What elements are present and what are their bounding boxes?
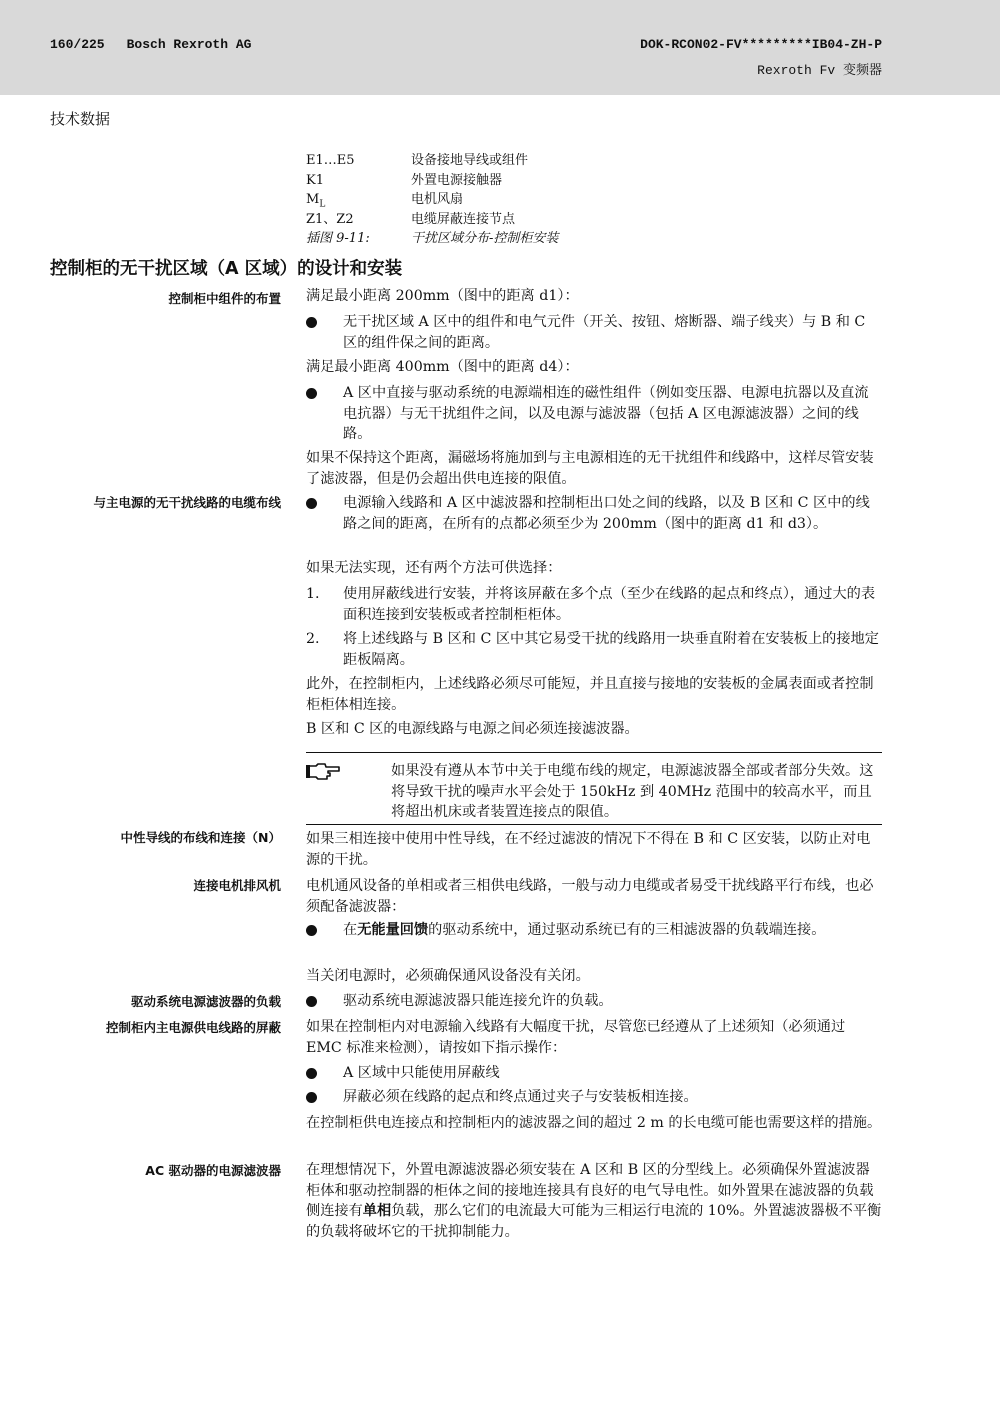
list-item-text: 将上述线路与 B 区和 C 区中其它易受干扰的线路用一块垂直附着在安装板上的接地定距板隔离。	[343, 631, 879, 668]
paragraph: 如果三相连接中使用中性导线，在不经过滤波的情况下不得在 B 和 C 区安装，以防止对电源的干扰。	[306, 831, 871, 868]
legend-row	[306, 171, 558, 191]
bullet-dot-icon	[306, 383, 336, 406]
item-number: 2.	[306, 631, 320, 647]
paragraph: 电机通风设备的单相或者三相供电线路，一般与动力电缆或者易受干扰线路平行布线，也必须配备滤波器：	[306, 878, 874, 915]
legend-value: 设备接地导线或组件	[411, 153, 529, 168]
side-label-shield: 控制柜内主电源供电线路的屏蔽	[105, 1020, 281, 1035]
legend-key-main: M	[306, 192, 320, 207]
side-label-neutral: 中性导线的布线和连接（N）	[120, 830, 281, 845]
figure-legend	[306, 151, 558, 249]
paragraph: 如果不保持这个距离，漏磁场将施加到与主电源相连的无干扰组件和线路中，这样尽管安装了滤波器，但是仍会超出供电连接的限值。	[306, 450, 874, 487]
section-label: 技术数据	[50, 110, 111, 128]
document-id: DOK-RCON02-FV*********IB04-ZH-P	[640, 37, 882, 52]
list-item-text: 驱动系统电源滤波器只能连接允许的负载。	[343, 993, 613, 1009]
text-run: 在	[343, 922, 358, 938]
side-label-fan: 连接电机排风机	[193, 878, 281, 893]
paragraph: 此外，在控制柜内，上述线路必须尽可能短，并且直接与接地的安装板的金属表面或者控制柜柜体相连接。	[306, 676, 874, 713]
list-item	[306, 1063, 882, 1084]
list-item	[306, 1087, 882, 1108]
text-run: 在理想情况下，外置电源滤波器必须安装在 A 区和 B 区的分型线上。必须确保外置滤波器柜体和驱动控制器的柜体之间的接地连接具有良好的电气导电性。如外置果在滤波器的负载侧连接有	[306, 1162, 874, 1219]
section-heading: 控制柜的无干扰区域（A 区域）的设计和安装	[50, 259, 403, 279]
legend-row	[306, 210, 558, 230]
side-label-ac-filter: AC 驱动器的电源滤波器	[145, 1163, 281, 1178]
legend-key-sub: L	[319, 199, 326, 210]
emphasis-text: 无能量回馈	[357, 922, 429, 938]
side-label-load: 驱动系统电源滤波器的负载	[130, 994, 281, 1009]
company-name: Bosch Rexroth AG	[126, 37, 252, 52]
paragraph	[306, 1160, 882, 1242]
product-name: Rexroth Fv 变频器	[757, 63, 882, 78]
list-item	[306, 991, 882, 1012]
list-item-text: 电源输入线路和 A 区中滤波器和控制柜出口处之间的线路，以及 B 区和 C 区中的线路之间的距离，在所有的点都必须至少为 200mm（图中的距离 d1 和 d3）。	[343, 495, 870, 532]
text-run: 的驱动系统中，通过驱动系统已有的三相滤波器的负载端连接。	[428, 922, 826, 938]
side-label-components: 控制柜中组件的布置	[168, 291, 281, 306]
list-item-text: 屏蔽必须在线路的起点和终点通过夹子与安装板相连接。	[343, 1089, 698, 1105]
caption-title: 干扰区域分布-控制柜安装	[411, 231, 559, 246]
side-label-cabling: 与主电源的无干扰线路的电缆布线	[93, 495, 281, 510]
figure-caption	[306, 229, 558, 249]
list-item-text: 使用屏蔽线进行安装，并将该屏蔽在多个点（至少在线路的起点和终点），通过大的表面积连接到安装板或者控制柜柜体。	[343, 586, 876, 623]
bullet-dot-icon	[306, 1087, 336, 1110]
bullet-dot-icon	[306, 1063, 336, 1086]
legend-key: K1	[306, 172, 324, 188]
item-number: 1.	[306, 586, 320, 602]
bullet-dot-icon	[306, 920, 336, 943]
paragraph: 如果在控制柜内对电源输入线路有大幅度干扰，尽管您已经遵从了上述须知（必须通过 EMC 标准来检测），请按如下指示操作：	[306, 1019, 846, 1056]
numbered-item	[306, 584, 882, 625]
bullet-dot-icon	[306, 312, 336, 335]
list-item	[306, 383, 882, 445]
legend-row	[306, 190, 558, 210]
bullet-dot-icon	[306, 991, 336, 1014]
text-run: 负载，那么它们的电流最大可能为三相运行电流的 10%。外置滤波器极不平衡的负载将破坏它的干扰抑制能力。	[306, 1203, 882, 1240]
legend-key: E1…E5	[306, 153, 355, 168]
numbered-item	[306, 629, 882, 670]
page-number: 160/225	[50, 37, 105, 52]
note-bottom-rule	[306, 824, 882, 825]
list-item-text: 无干扰区域 A 区中的组件和电气元件（开关、按钮、熔断器、端子线夹）与 B 和 C 区的组件保之间的距离。	[343, 314, 866, 351]
list-item-text: A 区中直接与驱动系统的电源端相连的磁性组件（例如变压器、电源电抗器以及直流电抗器）与无干扰组件之间，以及电源与滤波器（包括 A 区电源滤波器）之间的线路。	[343, 385, 869, 442]
paragraph: 当关闭电源时，必须确保通风设备没有关闭。	[306, 968, 590, 984]
list-item-text	[343, 920, 882, 941]
pointing-hand-icon	[306, 761, 342, 783]
paragraph: 如果无法实现，还有两个方法可供选择：	[306, 560, 562, 576]
list-item	[306, 312, 882, 353]
paragraph: 在控制柜供电连接点和控制柜内的滤波器之间的超过 2 m 的长电缆可能也需要这样的措施。	[306, 1115, 882, 1131]
legend-key: Z1、Z2	[306, 211, 354, 227]
list-item	[306, 920, 882, 941]
paragraph: B 区和 C 区的电源线路与电源之间必须连接滤波器。	[306, 721, 639, 737]
page-header	[0, 0, 1000, 95]
list-item	[306, 493, 882, 534]
legend-value: 电缆屏蔽连接节点	[411, 211, 516, 227]
legend-value: 电机风扇	[411, 192, 464, 207]
paragraph: 满足最小距离 200mm（图中的距离 d1）：	[306, 288, 579, 304]
paragraph: 满足最小距离 400mm（图中的距离 d4）：	[306, 359, 579, 375]
note-top-rule	[306, 752, 882, 753]
legend-row	[306, 151, 558, 171]
header-left	[50, 37, 251, 52]
bullet-dot-icon	[306, 493, 336, 516]
legend-value: 外置电源接触器	[411, 172, 503, 188]
caption-number: 插图 9-11:	[306, 231, 370, 246]
note-text: 如果没有遵从本节中关于电缆布线的规定，电源滤波器全部或者部分失效。这将导致干扰的噪声水平会处于 150kHz 到 40MHz 范围中的较高水平，而且将超出机床或者装置连接点的限值。	[391, 763, 874, 820]
emphasis-text: 单相	[362, 1203, 392, 1219]
list-item-text: A 区域中只能使用屏蔽线	[343, 1065, 500, 1081]
